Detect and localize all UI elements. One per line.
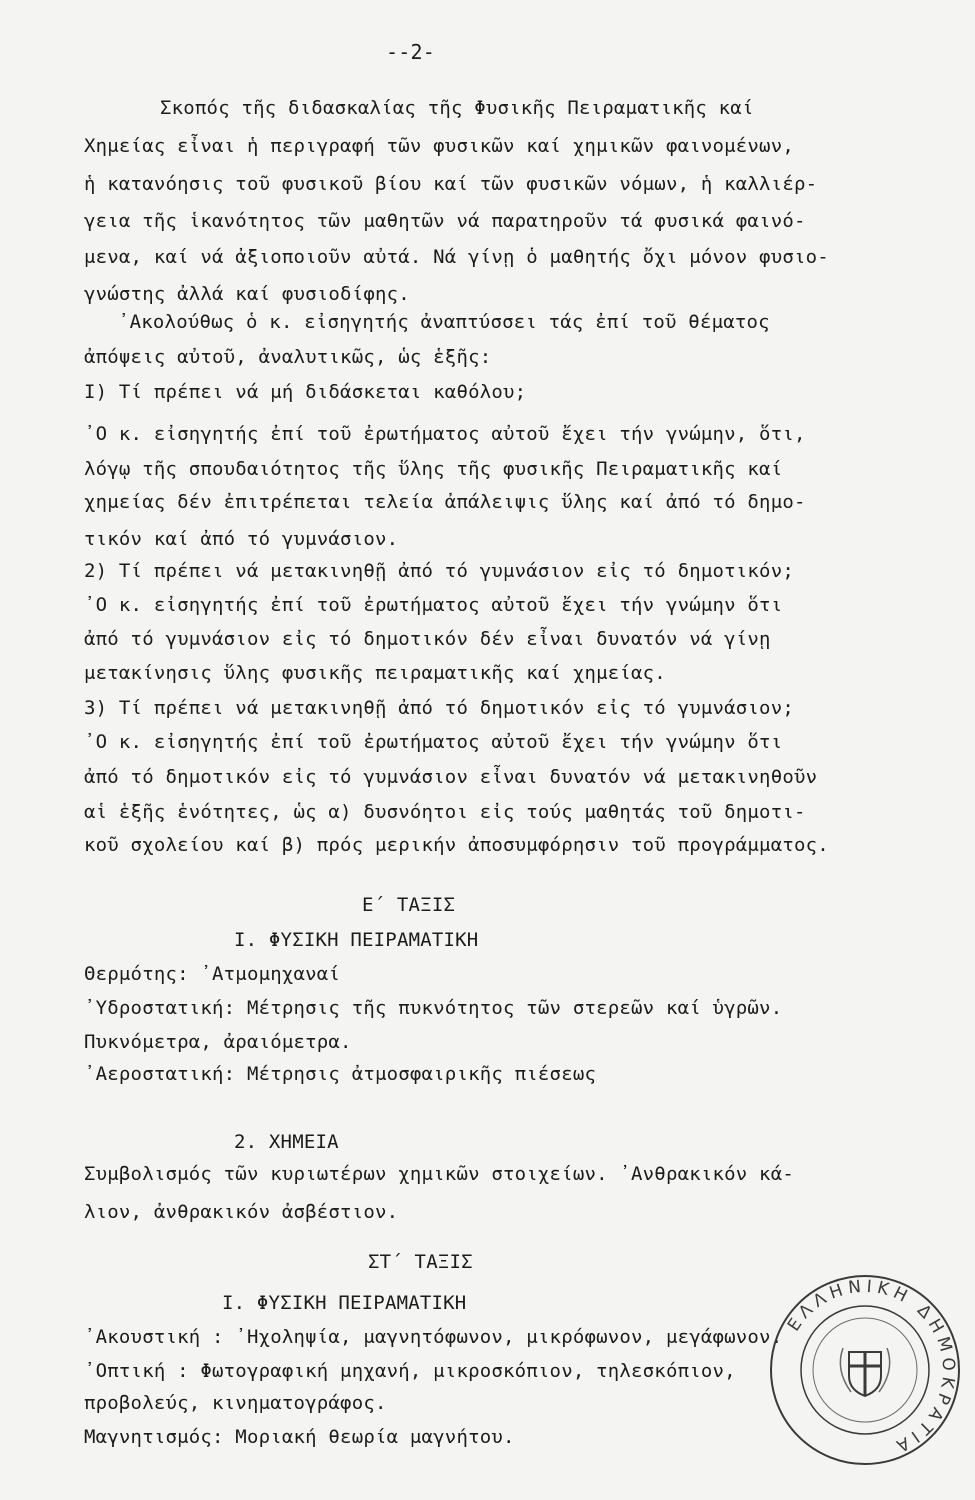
body-line: Χημείας εἶναι ἡ περιγραφή τῶν φυσικῶν καί χημικῶν φαινομένων, (84, 135, 794, 157)
body-line: Σκοπός τῆς διδασκαλίας τῆς Φυσικῆς Πειραματικῆς καί (160, 97, 754, 119)
body-line: κοῦ σχολείου καί β) πρός μερικήν ἀποσυμφόρησιν τοῦ προγράμματος. (84, 834, 829, 856)
question-heading: 3) Τί πρέπει νά μετακινηθῇ ἀπό τό δημοτικόν εἰς τό γυμνάσιον; (84, 697, 794, 719)
question-heading: I) Τί πρέπει νά μή διδάσκεται καθόλου; (84, 381, 527, 403)
body-line: λιον, ἀνθρακικόν ἀσβέστιον. (84, 1201, 399, 1223)
body-line: μετακίνησις ὕλης φυσικῆς πειραματικῆς καί χημείας. (84, 662, 666, 684)
body-line: ἀπόψεις αὐτοῦ, ἀναλυτικῶς, ὡς ἑξῆς: (84, 346, 492, 368)
body-line: ᾿Ακολούθως ὁ κ. εἰσηγητής ἀναπτύσσει τάς ἐπί τοῦ θέματος (118, 311, 770, 333)
body-line: ἡ κατανόησις τοῦ φυσικοῦ βίου καί τῶν φυσικῶν νόμων, ἡ καλλιέρ- (84, 173, 818, 195)
body-line: μενα, καί νά ἀξιοποιοῦν αὐτά. Νά γίνῃ ὁ μαθητής ὄχι μόνον φυσιο- (84, 246, 829, 268)
body-line: ἀπό τό δημοτικόν εἰς τό γυμνάσιον εἶναι δυνατόν νά μετακινηθοῦν (84, 766, 818, 788)
svg-text:ΕΛΛΗΝΙΚΗ ΔΗΜΟΚΡΑΤΙΑ: ΕΛΛΗΝΙΚΗ ΔΗΜΟΚΡΑΤΙΑ (783, 1276, 959, 1458)
topic-item: ᾿Αεροστατική: Μέτρησις ἀτμοσφαιρικῆς πιέσεως (84, 1063, 597, 1085)
body-line: ᾿Ο κ. εἰσηγητής ἐπί τοῦ ἐρωτήματος αὐτοῦ ἔχει τήν γνώμην ὅτι (84, 594, 783, 616)
topic-item: ᾿Ακουστική : ᾿Ηχοληψία, μαγνητόφωνον, μικρόφωνον, μεγάφωνον. (84, 1326, 783, 1348)
section-title: ΣΤ΄ ΤΑΞΙΣ (368, 1251, 473, 1273)
body-line: ᾿Ο κ. εἰσηγητής ἐπί τοῦ ἐρωτήματος αὐτοῦ ἔχει τήν γνώμην ὅτι (84, 731, 783, 753)
topic-item: Πυκνόμετρα, ἀραιόμετρα. (84, 1031, 352, 1053)
body-line: γνώστης ἀλλά καί φυσιοδίφης. (84, 283, 410, 305)
topic-item: Μαγνητισμός: Μοριακή θεωρία μαγνήτου. (84, 1426, 515, 1448)
official-seal-stamp (765, 1270, 965, 1470)
body-line: ἀπό τό γυμνάσιον εἰς τό δημοτικόν δέν εἶναι δυνατόν νά γίνῃ (84, 628, 771, 650)
body-line: λόγῳ τῆς σπουδαιότητος τῆς ὕλης τῆς φυσικῆς Πειραματικῆς καί (84, 458, 783, 480)
subsection-heading: I. ΦΥΣΙΚΗ ΠΕΙΡΑΜΑΤΙΚΗ (222, 1292, 467, 1314)
body-line: αἱ ἑξῆς ἑνότητες, ὡς α) δυσνόητοι εἰς τούς μαθητάς τοῦ δημοτι- (84, 801, 806, 823)
section-title: Ε΄ ΤΑΞΙΣ (362, 894, 456, 916)
topic-item: προβολεύς, κινηματογράφος. (84, 1392, 387, 1414)
body-line: χημείας δέν ἐπιτρέπεται τελεία ἀπάλειψις ὕλης καί ἀπό τό δημο- (84, 491, 806, 513)
seal-icon (765, 1270, 965, 1470)
body-line: γεια τῆς ἱκανότητος τῶν μαθητῶν νά παρατηροῦν τά φυσικά φαινό- (84, 210, 806, 232)
subsection-heading: 2. ΧΗΜΕΙΑ (234, 1131, 339, 1153)
topic-item: ᾿Οπτική : Φωτογραφική μηχανή, μικροσκόπιον, τηλεσκόπιον, (84, 1360, 736, 1382)
page-number: --2- (386, 40, 435, 64)
body-line: ᾿Ο κ. εἰσηγητής ἐπί τοῦ ἐρωτήματος αὐτοῦ ἔχει τήν γνώμην, ὅτι, (84, 423, 806, 445)
body-line: Συμβολισμός τῶν κυριωτέρων χημικῶν στοιχείων. ᾿Ανθρακικόν κά- (84, 1163, 794, 1185)
topic-item: ᾿Υδροστατική: Μέτρησις τῆς πυκνότητος τῶν στερεῶν καί ὑγρῶν. (84, 997, 783, 1019)
topic-item: Θερμότης: ᾿Ατμομηχαναί (84, 963, 341, 985)
subsection-heading: I. ΦΥΣΙΚΗ ΠΕΙΡΑΜΑΤΙΚΗ (234, 929, 479, 951)
question-heading: 2) Τί πρέπει νά μετακινηθῇ ἀπό τό γυμνάσιον εἰς τό δημοτικόν; (84, 560, 794, 582)
body-line: τικόν καί ἀπό τό γυμνάσιον. (84, 528, 399, 550)
